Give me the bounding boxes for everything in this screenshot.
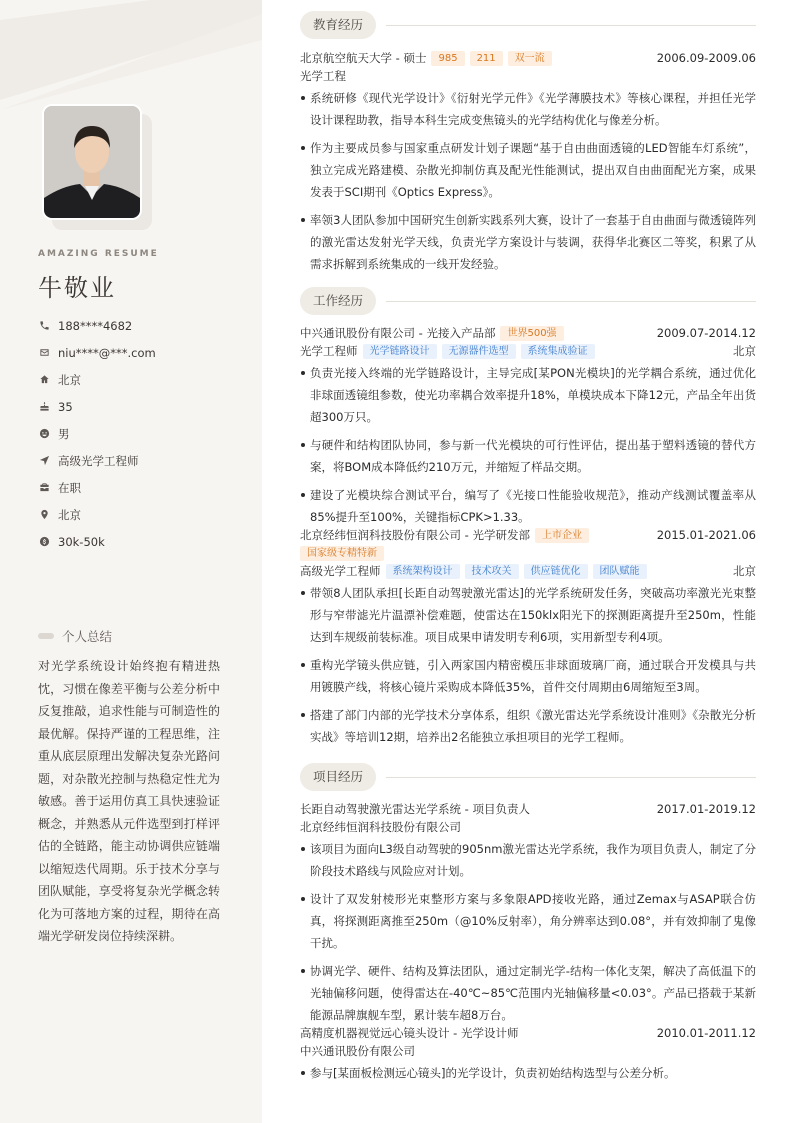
skill-tag: 团队赋能 xyxy=(593,564,647,579)
send-icon xyxy=(38,455,50,467)
education-period: 2006.09-2009.06 xyxy=(656,51,756,65)
cake-icon xyxy=(38,401,50,413)
contact-email xyxy=(38,339,238,366)
skill-tag: 技术攻关 xyxy=(465,564,519,579)
money-icon xyxy=(38,536,50,548)
candidate-name: 牛敬业 xyxy=(38,274,116,302)
job-position: 高级光学工程师 xyxy=(300,564,381,578)
project-bullets xyxy=(300,838,756,1026)
school-tag: 985 xyxy=(431,51,464,66)
section-divider xyxy=(386,777,756,778)
section-divider xyxy=(386,25,756,26)
project-period: 2017.01-2019.12 xyxy=(656,802,756,816)
mail-icon xyxy=(38,347,50,359)
company-tag: 世界500强 xyxy=(500,326,563,341)
skill-tag: 供应链优化 xyxy=(524,564,588,579)
project-name: 高精度机器视觉远心镜头设计 - 光学设计师 xyxy=(300,1026,519,1040)
contact-phone xyxy=(38,312,238,339)
home-icon xyxy=(38,374,50,386)
contact-text: 男 xyxy=(58,426,70,441)
project-name: 长距自动驾驶激光雷达光学系统 - 项目负责人 xyxy=(300,802,530,816)
work-entry xyxy=(300,324,756,534)
list-item: 作为主要成员参与国家重点研发计划子课题“基于自由曲面透镜的LED智能车灯系统”，独立完成光路建模、杂散光抑制仿真及配光性能测试，提出双自由曲面配光方案，成果发表于SCI期刊《Optics Express》。 xyxy=(300,137,756,203)
contact-salary xyxy=(38,528,238,555)
contact-text: 30k-50k xyxy=(58,534,105,549)
project-entry xyxy=(300,1024,756,1090)
job-bullets xyxy=(300,362,756,528)
skill-tag: 系统架构设计 xyxy=(386,564,460,579)
list-item: 协调光学、硬件、结构及算法团队，通过定制光学-结构一体化支架，解决了高低温下的光轴偏移问题，使得雷达在-40℃~85℃范围内光轴偏移量<0.03°。产品已搭载于某新能源品牌旗舰车型，累计装车超8万台。 xyxy=(300,960,756,1026)
avatar xyxy=(42,104,142,220)
location-icon xyxy=(38,509,50,521)
project-bullets xyxy=(300,1062,756,1084)
brand-label: AMAZING RESUME xyxy=(38,249,159,259)
avatar-photo-icon xyxy=(44,106,140,218)
education-major: 光学工程 xyxy=(300,69,346,83)
section-divider xyxy=(386,301,756,302)
decorative-shapes xyxy=(0,0,262,110)
list-item: 搭建了部门内部的光学技术分享体系，组织《激光雷达光学系统设计准则》《杂散光分析实战》等培训12期，培养出2名能独立承担项目的光学工程师。 xyxy=(300,704,756,748)
contact-text: niu****@***.com xyxy=(58,345,156,360)
project-org: 北京经纬恒润科技股份有限公司 xyxy=(300,820,461,834)
job-city: 北京 xyxy=(733,564,756,578)
summary-title: 个人总结 xyxy=(62,629,113,644)
contact-gender xyxy=(38,420,238,447)
work-entry xyxy=(300,526,756,754)
list-item: 与硬件和结构团队协同，参与新一代光模块的可行性评估，提出基于塑料透镜的替代方案，将BOM成本降低约210万元，并缩短了样品交期。 xyxy=(300,434,756,478)
briefcase-icon xyxy=(38,482,50,494)
summary-text: 对光学系统设计始终抱有精进热忱，习惯在像差平衡与公差分析中反复推敲，追求性能与可制造性的最优解。保持严谨的工程思维，注重从底层原理出发解决复杂光路问题，对杂散光控制与热稳定性尤为敏感。善于运用仿真工具快速验证概念，并熟悉从元件选型到打样评估的全链路，能主动协调供应链端以缩短迭代周期。乐于技术分享与团队赋能，享受将复杂光学概念转化为可落地方案的过程，期待在高端光学研发岗位持续深耕。 xyxy=(38,659,220,943)
company-name: 中兴通讯股份有限公司 - 光接入产品部 xyxy=(300,326,496,340)
summary-bar-icon xyxy=(38,633,54,639)
school-tag: 211 xyxy=(470,51,503,66)
contact-text: 北京 xyxy=(58,507,81,522)
school-tag: 双一流 xyxy=(508,51,552,66)
section-projects xyxy=(300,763,756,791)
job-city: 北京 xyxy=(733,344,756,358)
summary-heading xyxy=(38,627,112,645)
education-bullets xyxy=(300,87,756,275)
section-title: 工作经历 xyxy=(300,287,376,315)
contact-title xyxy=(38,447,238,474)
section-title: 教育经历 xyxy=(300,11,376,39)
contact-list xyxy=(38,312,238,555)
job-position: 光学工程师 xyxy=(300,344,358,358)
contact-text: 在职 xyxy=(58,480,81,495)
company-name: 北京经纬恒润科技股份有限公司 - 光学研发部 xyxy=(300,528,530,542)
school-name: 北京航空航天大学 - 硕士 xyxy=(300,51,427,65)
list-item: 系统研修《现代光学设计》《衍射光学元件》《光学薄膜技术》等核心课程，并担任光学设计课程助教，指导本科生完成变焦镜头的光学结构优化与像差分析。 xyxy=(300,87,756,131)
list-item: 参与[某面板检测远心镜头]的光学设计，负责初始结构选型与公差分析。 xyxy=(300,1062,756,1084)
list-item: 率领3人团队参加中国研究生创新实践系列大赛，设计了一套基于自由曲面与微透镜阵列的激光雷达发射光学天线，负责光学方案设计与装调，获得华北赛区二等奖，积累了从需求拆解到系统集成的一线开发经验。 xyxy=(300,209,756,275)
contact-text: 188****4682 xyxy=(58,318,133,333)
list-item: 带领8人团队承担[长距自动驾驶激光雷达]的光学系统研发任务，突破高功率激光光束整形与窄带滤光片温漂补偿难题，使雷达在150klx阳光下的探测距离提升至250m，性能达到车规级前装标准。项目成果申请发明专利6项，实用新型专利4项。 xyxy=(300,582,756,648)
list-item: 重构光学镜头供应链，引入两家国内精密模压非球面玻璃厂商，通过联合开发模具与共用镀膜产线，将核心镜片采购成本降低35%，首件交付周期由6周缩短至3周。 xyxy=(300,654,756,698)
skill-tag: 光学链路设计 xyxy=(363,344,437,359)
sidebar xyxy=(0,0,262,1123)
list-item: 该项目为面向L3级自动驾驶的905nm激光雷达光学系统，我作为项目负责人，制定了分阶段技术路线与风险应对计划。 xyxy=(300,838,756,882)
gender-icon xyxy=(38,428,50,440)
section-work xyxy=(300,287,756,315)
project-org: 中兴通讯股份有限公司 xyxy=(300,1044,415,1058)
contact-text: 35 xyxy=(58,399,73,414)
job-period: 2015.01-2021.06 xyxy=(656,528,756,542)
list-item: 建设了光模块综合测试平台，编写了《光接口性能验收规范》，推动产线测试覆盖率从85%提升至100%，关键指标CPK>1.33。 xyxy=(300,484,756,528)
contact-age xyxy=(38,393,238,420)
contact-text: 高级光学工程师 xyxy=(58,453,139,468)
contact-location xyxy=(38,501,238,528)
job-bullets xyxy=(300,582,756,748)
job-period: 2009.07-2014.12 xyxy=(656,326,756,340)
project-period: 2010.01-2011.12 xyxy=(656,1026,756,1040)
section-education xyxy=(300,11,756,39)
list-item: 设计了双发射棱形光束整形方案与多象限APD接收光路，通过Zemax与ASAP联合仿真，将探测距离推至250m（@10%反射率），角分辨率达到0.08°，并有效抑制了鬼像干扰。 xyxy=(300,888,756,954)
skill-tag: 系统集成验证 xyxy=(521,344,595,359)
contact-home xyxy=(38,366,238,393)
skill-tag: 无源器件选型 xyxy=(442,344,516,359)
list-item: 负责光接入终端的光学链路设计，主导完成[某PON光模块]的光学耦合系统，通过优化非球面透镜组参数，使光功率耦合效率提升18%，单模块成本下降12元，产品全年出货超300万只。 xyxy=(300,362,756,428)
phone-icon xyxy=(38,320,50,332)
section-title: 项目经历 xyxy=(300,763,376,791)
project-entry xyxy=(300,800,756,1032)
contact-status xyxy=(38,474,238,501)
company-tag: 国家级专精特新 xyxy=(300,546,384,561)
company-tag: 上市企业 xyxy=(535,528,589,543)
education-entry xyxy=(300,49,756,281)
contact-text: 北京 xyxy=(58,372,81,387)
